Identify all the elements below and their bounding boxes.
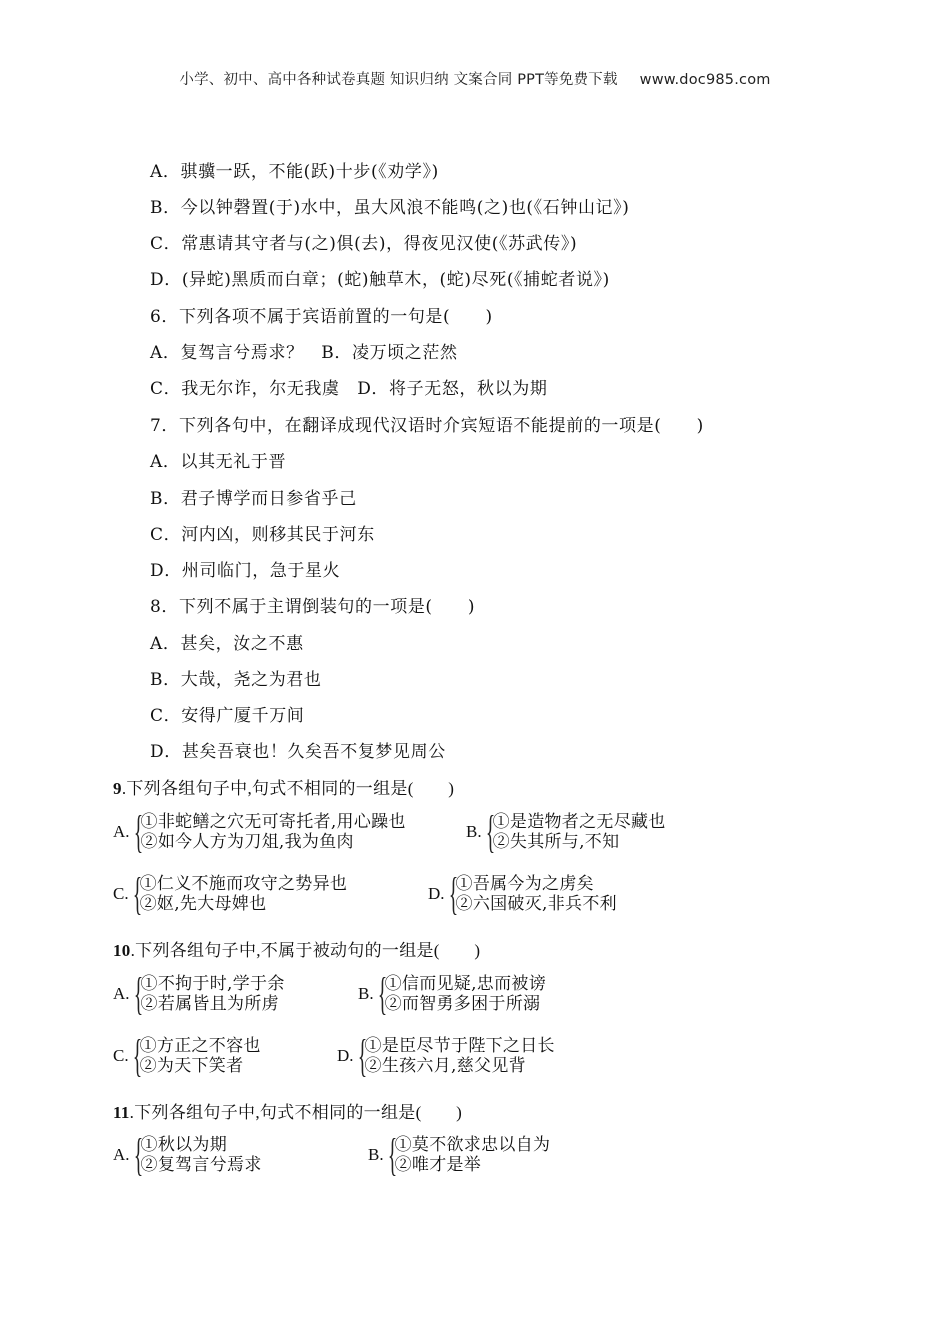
brace-icon: { bbox=[377, 968, 387, 1019]
option-label: D. bbox=[428, 884, 445, 903]
option-item-2: ②若属皆且为所虏 bbox=[140, 994, 279, 1014]
q10-stem-text: .下列各组句子中,不属于被动句的一组是( ) bbox=[130, 941, 481, 960]
q8-option-d: D．甚矣吾衰也！久矣吾不复梦见周公 bbox=[150, 742, 446, 762]
brace-icon: { bbox=[133, 1129, 143, 1180]
q11-stem-text: .下列各组句子中,句式不相同的一组是( ) bbox=[129, 1103, 463, 1122]
q8-option-b: B．大哉，尧之为君也 bbox=[150, 670, 322, 690]
q10-option-b bbox=[358, 968, 546, 1019]
q8-stem: 8．下列不属于主谓倒装句的一项是( ) bbox=[150, 597, 476, 617]
q9-number: 9 bbox=[113, 779, 122, 798]
q9-option-a bbox=[113, 806, 406, 857]
q6-options-row-2: C．我无尔诈，尔无我虞 D．将子无怒，秋以为期 bbox=[150, 379, 548, 399]
option-label: C. bbox=[113, 1046, 129, 1065]
q8-option-c: C．安得广厦千万间 bbox=[150, 706, 305, 726]
q10-option-c bbox=[113, 1030, 261, 1081]
option-label: A. bbox=[113, 1145, 130, 1164]
q5-option-c: C．常惠请其守者与(之)俱(去)，得夜见汉使(《苏武传》) bbox=[150, 234, 578, 254]
option-item-2: ②失其所与,不知 bbox=[492, 832, 620, 852]
brace-icon: { bbox=[448, 868, 458, 919]
option-item-1: ①莫不欲求忠以自为 bbox=[394, 1135, 551, 1155]
q9-option-b bbox=[466, 806, 666, 857]
option-item-2: ②妪,先大母婢也 bbox=[139, 894, 267, 914]
option-label: B. bbox=[466, 822, 482, 841]
option-label: B. bbox=[368, 1145, 384, 1164]
option-item-1: ①仁义不施而攻守之势异也 bbox=[139, 874, 348, 894]
option-item-1: ①信而见疑,忠而被谤 bbox=[384, 974, 546, 994]
q9-option-c bbox=[113, 868, 348, 919]
option-label: B. bbox=[358, 984, 374, 1003]
option-item-2: ②为天下笑者 bbox=[139, 1056, 244, 1076]
header-text: 小学、初中、高中各种试卷真题 知识归纳 文案合同 PPT等免费下载 bbox=[179, 72, 618, 88]
q10-option-d bbox=[337, 1030, 555, 1081]
q5-option-b: B．今以钟磬置(于)水中，虽大风浪不能鸣(之)也(《石钟山记》) bbox=[150, 198, 630, 218]
q9-stem-text: .下列各组句子中,句式不相同的一组是( ) bbox=[121, 779, 455, 798]
page-header bbox=[0, 68, 950, 89]
option-item-2: ②六国破灭,非兵不利 bbox=[455, 894, 617, 914]
option-item-2: ②生孩六月,慈父见背 bbox=[364, 1056, 526, 1076]
brace-icon: { bbox=[357, 1030, 367, 1081]
option-item-1: ①是臣尽节于陛下之日长 bbox=[364, 1036, 555, 1056]
option-item-2: ②唯才是举 bbox=[394, 1155, 482, 1175]
q5-option-d: D．(异蛇)黑质而白章；(蛇)触草木，(蛇)尽死(《捕蛇者说》) bbox=[150, 270, 610, 290]
option-label: A. bbox=[113, 984, 130, 1003]
option-item-2: ②如今人方为刀俎,我为鱼肉 bbox=[140, 832, 354, 852]
q6-stem: 6．下列各项不属于宾语前置的一句是( ) bbox=[150, 307, 493, 327]
q8-option-a: A．甚矣，汝之不惠 bbox=[150, 634, 304, 654]
q6-options-row-1: A．复驾言兮焉求？ B．凌万顷之茫然 bbox=[150, 343, 458, 363]
q5-option-a: A．骐骥一跃，不能(跃)十步(《劝学》) bbox=[150, 162, 439, 182]
q7-option-a: A．以其无礼于晋 bbox=[150, 452, 287, 472]
option-item-1: ①是造物者之无尽藏也 bbox=[492, 812, 666, 832]
brace-icon: { bbox=[485, 806, 495, 857]
option-item-1: ①秋以为期 bbox=[140, 1135, 228, 1155]
option-item-2: ②复驾言兮焉求 bbox=[140, 1155, 262, 1175]
option-item-1: ①吾属今为之虏矣 bbox=[455, 874, 594, 894]
q7-option-b: B．君子博学而日参省乎己 bbox=[150, 489, 357, 509]
q10-number: 10 bbox=[113, 941, 131, 960]
q11-option-b bbox=[368, 1129, 551, 1180]
option-label: A. bbox=[113, 822, 130, 841]
q10-option-a bbox=[113, 968, 285, 1019]
brace-icon: { bbox=[133, 968, 143, 1019]
brace-icon: { bbox=[387, 1129, 397, 1180]
q11-stem bbox=[113, 1098, 462, 1123]
option-label: D. bbox=[337, 1046, 354, 1065]
brace-icon: { bbox=[133, 806, 143, 857]
q10-stem bbox=[113, 936, 480, 961]
q11-option-a bbox=[113, 1129, 262, 1180]
brace-icon: { bbox=[132, 1030, 142, 1081]
q7-stem: 7．下列各句中，在翻译成现代汉语时介宾短语不能提前的一项是( ) bbox=[150, 416, 704, 436]
option-item-1: ①非蛇鳝之穴无可寄托者,用心躁也 bbox=[140, 812, 406, 832]
option-item-1: ①不拘于时,学于余 bbox=[140, 974, 285, 994]
brace-icon: { bbox=[132, 868, 142, 919]
option-item-2: ②而智勇多困于所溺 bbox=[384, 994, 541, 1014]
option-label: C. bbox=[113, 884, 129, 903]
q7-option-d: D．州司临门，急于星火 bbox=[150, 561, 341, 581]
header-url[interactable]: www.doc985.com bbox=[639, 72, 771, 88]
q9-option-d bbox=[428, 868, 617, 919]
q7-option-c: C．河内凶，则移其民于河东 bbox=[150, 525, 375, 545]
option-item-1: ①方正之不容也 bbox=[139, 1036, 261, 1056]
q11-number: 11 bbox=[113, 1103, 130, 1122]
q9-stem bbox=[113, 774, 454, 799]
